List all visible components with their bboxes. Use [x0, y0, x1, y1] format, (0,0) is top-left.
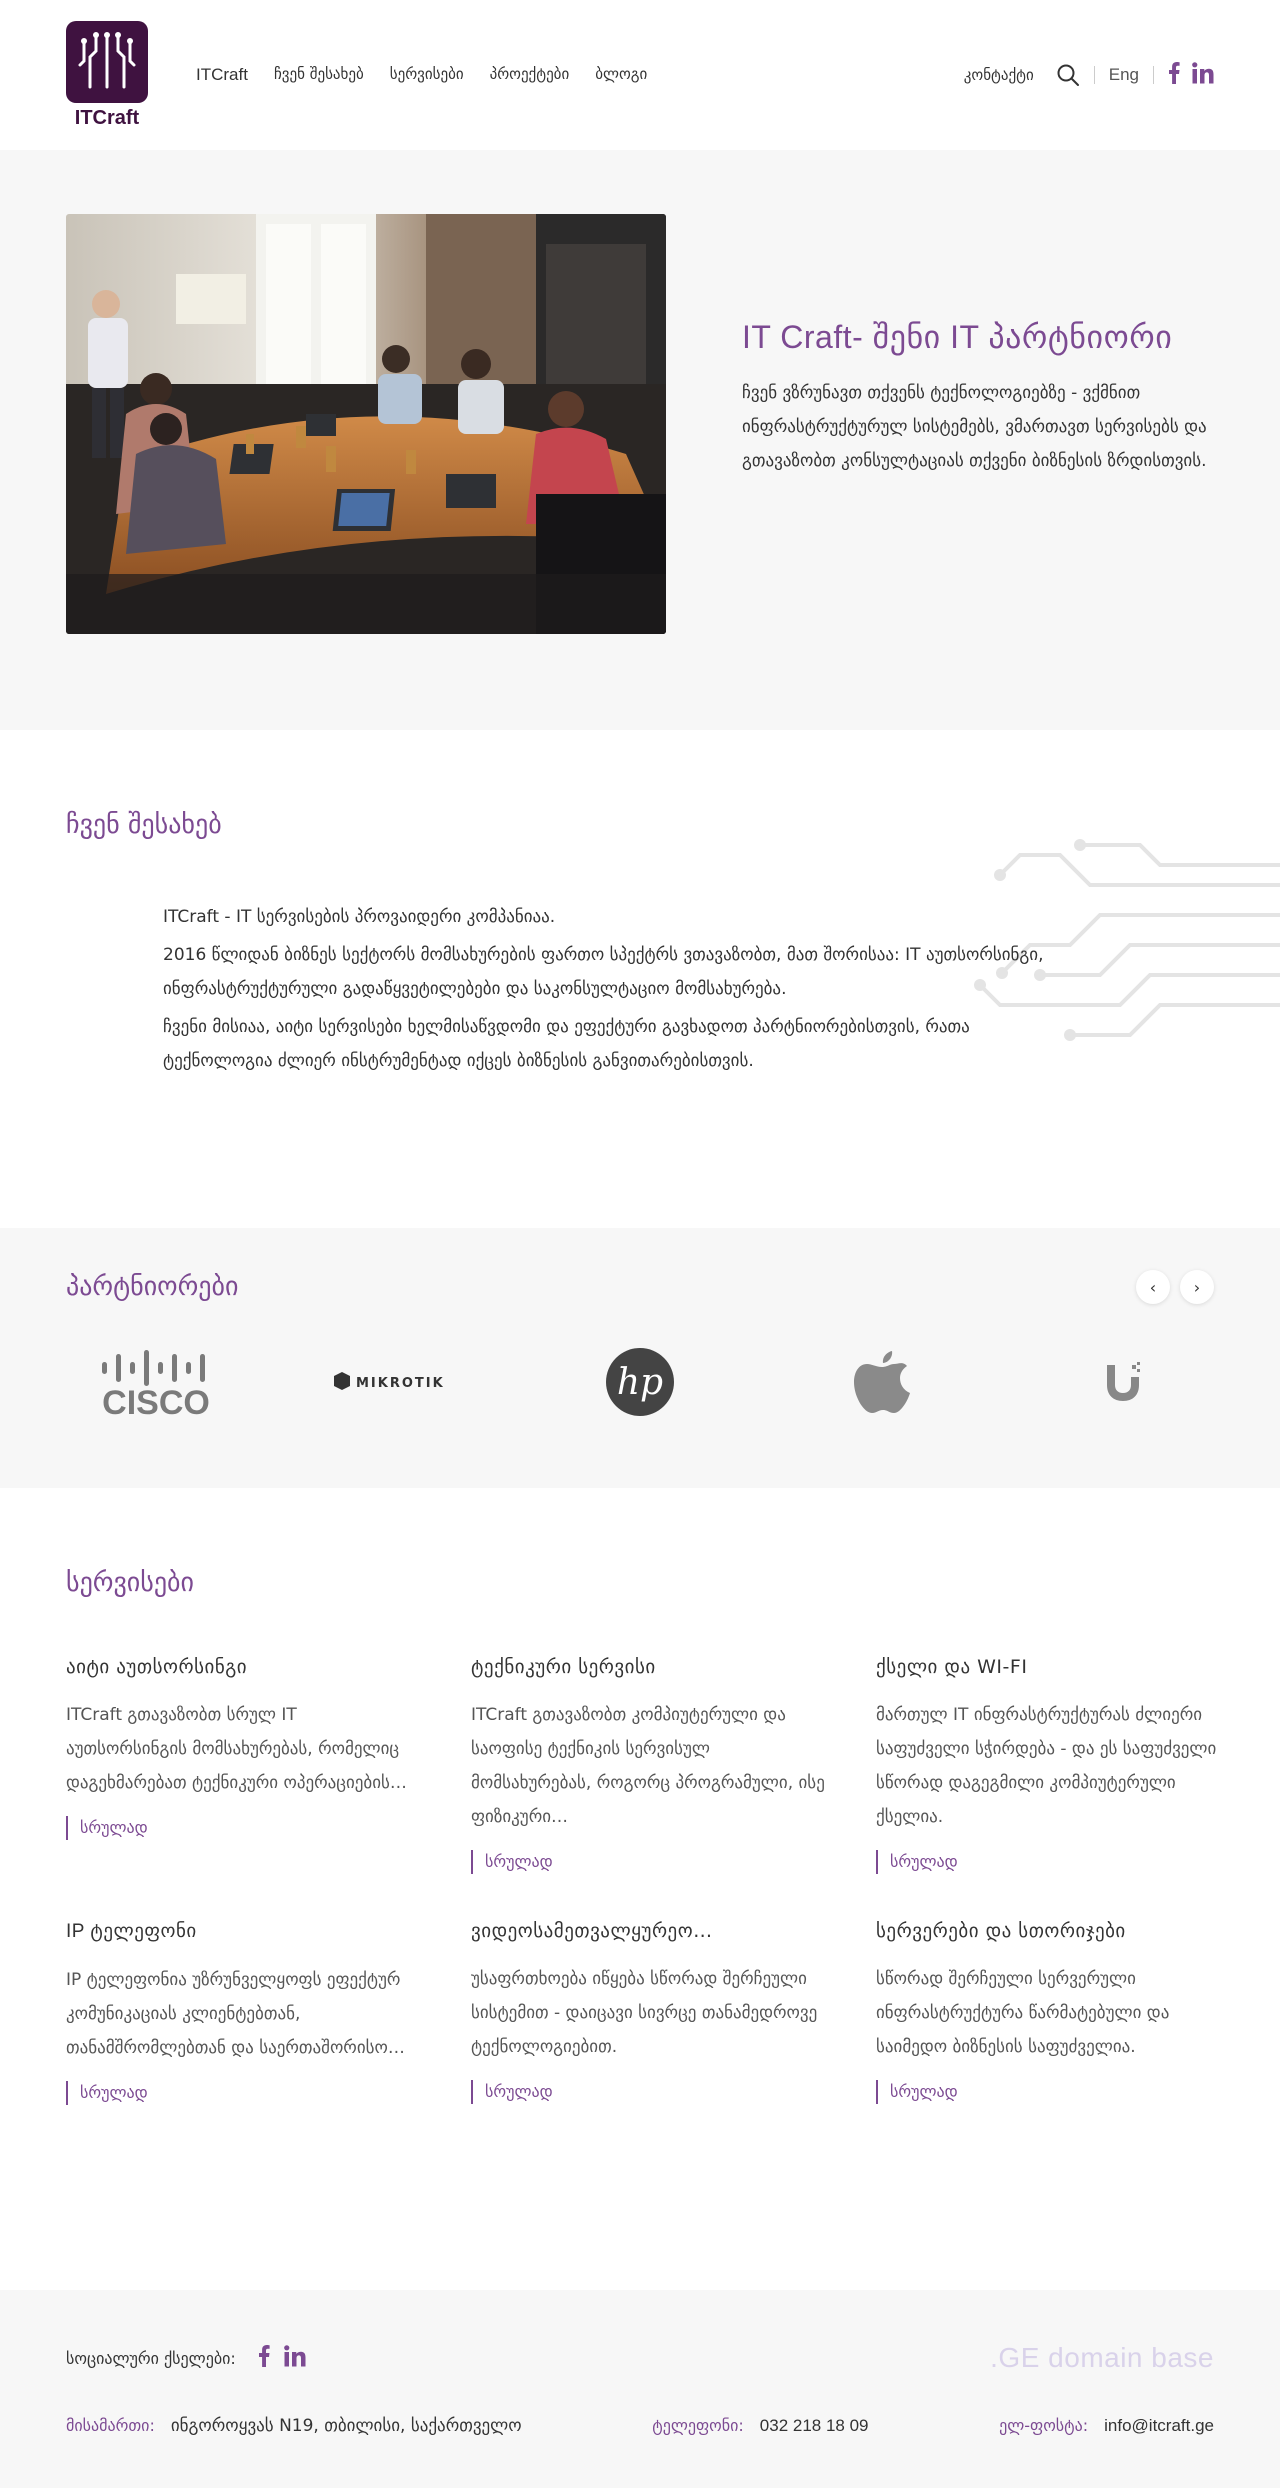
email-label: ელ-ფოსტა: [999, 2416, 1089, 2435]
services-title: სერვისები [66, 1568, 194, 1598]
contact-address [66, 2416, 522, 2436]
main-nav [196, 65, 964, 85]
hero-text [742, 318, 1214, 478]
service-title: ქსელი და WI-FI [876, 1656, 1028, 1678]
service-title: ტექნიკური სერვისი [471, 1656, 656, 1678]
nav-item-about[interactable]: ჩვენ შესახებ [273, 65, 364, 83]
service-title: IP ტელეფონი [66, 1921, 197, 1942]
header-social [1168, 62, 1214, 88]
carousel-next-button[interactable]: › [1180, 1270, 1214, 1304]
service-description: ITCraft გთავაზობთ სრულ IT აუთსორსინგის მომსახურებას, რომელიც დაგეხმარებათ ტექნიკური ოპერაციების… [66, 1705, 407, 1793]
phone-value[interactable]: 032 218 18 09 [759, 2416, 869, 2435]
contact-phone [652, 2416, 868, 2436]
service-more-link[interactable]: სრულად [876, 2080, 958, 2104]
nav-item-itcraft[interactable]: ITCraft [196, 65, 248, 84]
partners-section [0, 1228, 1280, 1488]
nav-item-blog[interactable]: ბლოგი [595, 65, 648, 83]
header-divider [1094, 66, 1095, 84]
service-card [471, 1920, 876, 2105]
linkedin-icon[interactable] [1192, 62, 1214, 88]
service-card [66, 1656, 471, 1874]
ubiquiti-logo[interactable] [1054, 1342, 1194, 1422]
service-description: ITCraft გთავაზობთ კომპიუტერული და საოფისე ტექნიკის სერვისულ მომსახურებას, როგორც პროგრამული, ისე ფიზიკური… [471, 1705, 825, 1827]
mikrotik-logo[interactable] [328, 1342, 468, 1422]
linkedin-icon[interactable] [284, 2345, 306, 2371]
phone-label: ტელეფონი: [652, 2416, 744, 2435]
hero-meeting-photo [66, 214, 666, 634]
service-title: აიტი აუთსორსინგი [66, 1656, 248, 1678]
cisco-logo[interactable] [86, 1342, 226, 1422]
footer-contacts [66, 2416, 1214, 2436]
header-actions [964, 62, 1214, 88]
service-more-link[interactable]: სრულად [876, 1850, 958, 1874]
mikrotik-wordmark: MIKROTIK [356, 1376, 445, 1391]
service-card [66, 1920, 471, 2105]
about-paragraph: ჩვენი მისიაა, აიტი სერვისები ხელმისაწვდომი და ეფექტური გავხადოთ პარტნიორებისთვის, რათა ტექნოლოგია ძლიერ ინსტრუმენტად იქცეს ბიზნესის განვითარებისთვის. [163, 1017, 970, 1071]
svg-text:hp: hp [616, 1362, 664, 1403]
service-title: ვიდეოსამეთვალყურეო… [471, 1920, 713, 1942]
service-more-link[interactable]: სრულად [66, 2081, 148, 2105]
about-body [163, 900, 1073, 1078]
service-title: სერვერები და სთორიჯები [876, 1920, 1126, 1942]
about-paragraph: 2016 წლიდან ბიზნეს სექტორს მომსახურების ფართო სპექტრს ვთავაზობთ, მათ შორისაა: IT აუთსორსინგი, ინფრასტრუქტურული გადაწყვეტილებები და საკონსულტაციო მომსახურება. [163, 945, 1044, 999]
logo-mark [66, 21, 148, 103]
hp-logo[interactable] [570, 1342, 710, 1422]
about-paragraph: ITCraft - IT სერვისების პროვაიდერი კომპანიაა. [163, 907, 556, 927]
address-value: ინგოროყვას N19, თბილისი, საქართველო [170, 2416, 522, 2436]
carousel-prev-button[interactable]: ‹ [1136, 1270, 1170, 1304]
contact-email [999, 2416, 1214, 2436]
footer-social [66, 2345, 306, 2371]
site-header [0, 0, 1280, 150]
service-card [471, 1656, 876, 1874]
service-card [876, 1656, 1280, 1874]
ge-domain-badge[interactable]: .GE domain base [990, 2342, 1214, 2373]
language-switch[interactable]: Eng [1108, 65, 1139, 84]
services-grid [66, 1656, 1217, 2105]
facebook-icon[interactable] [1168, 62, 1180, 88]
hero-section [0, 150, 1280, 730]
nav-item-contact[interactable]: კონტაქტი [963, 66, 1034, 84]
service-description: მართულ IT ინფრასტრუქტურას ძლიერი საფუძველი სჭირდება - და ეს საფუძველი სწორად დაგეგმილი კომპიუტერული ქსელია. [876, 1705, 1217, 1827]
apple-logo[interactable] [812, 1342, 952, 1422]
service-card [876, 1920, 1280, 2105]
about-title: ჩვენ შესახებ [66, 810, 222, 840]
service-description: IP ტელეფონია უზრუნველყოფს ეფექტურ კომუნიკაციას კლიენტებთან, თანამშრომლებთან და საერთაშორისო… [66, 1970, 405, 2058]
service-description: სწორად შერჩეული სერვერული ინფრასტრუქტურა წარმატებული და საიმედო ბიზნესის საფუძველია. [876, 1969, 1170, 2057]
service-more-link[interactable]: სრულად [471, 1850, 553, 1874]
service-description: უსაფრთხოება იწყება სწორად შერჩეული სისტემით - დაიცავი სივრცე თანამედროვე ტექნოლოგიებით. [471, 1969, 818, 2057]
social-label: სოციალური ქსელები: [66, 2348, 236, 2368]
services-section [0, 1488, 1280, 2290]
search-icon[interactable] [1056, 63, 1080, 87]
hero-description: ჩვენ ვზრუნავთ თქვენს ტექნოლოგიებზე - ვქმნით ინფრასტრუქტურულ სისტემებს, ვმართავთ სერვისებს და გთავაზობთ კონსულტაციას თქვენი ბიზნესის ზრდისთვის. [742, 383, 1207, 471]
brand-name: ITCraft [74, 106, 140, 129]
brand-logo[interactable] [66, 21, 148, 130]
carousel-arrows [1136, 1270, 1214, 1304]
email-value[interactable]: info@itcraft.ge [1104, 2416, 1214, 2435]
hero-title: IT Craft- შენი IT პარტნიორი [742, 319, 1173, 355]
nav-item-projects[interactable]: პროექტები [489, 65, 570, 83]
partner-logos [66, 1342, 1214, 1422]
cisco-wordmark: CISCO [102, 1384, 210, 1422]
service-more-link[interactable]: სრულად [66, 1816, 148, 1840]
circuit-logo-icon [76, 31, 138, 93]
nav-item-services[interactable]: სერვისები [389, 65, 464, 83]
site-footer [0, 2290, 1280, 2488]
header-divider [1153, 66, 1154, 84]
partners-title: პარტნიორები [66, 1272, 239, 1302]
service-more-link[interactable]: სრულად [471, 2080, 553, 2104]
address-label: მისამართი: [66, 2416, 155, 2435]
about-section [0, 730, 1280, 1228]
facebook-icon[interactable] [258, 2345, 270, 2371]
